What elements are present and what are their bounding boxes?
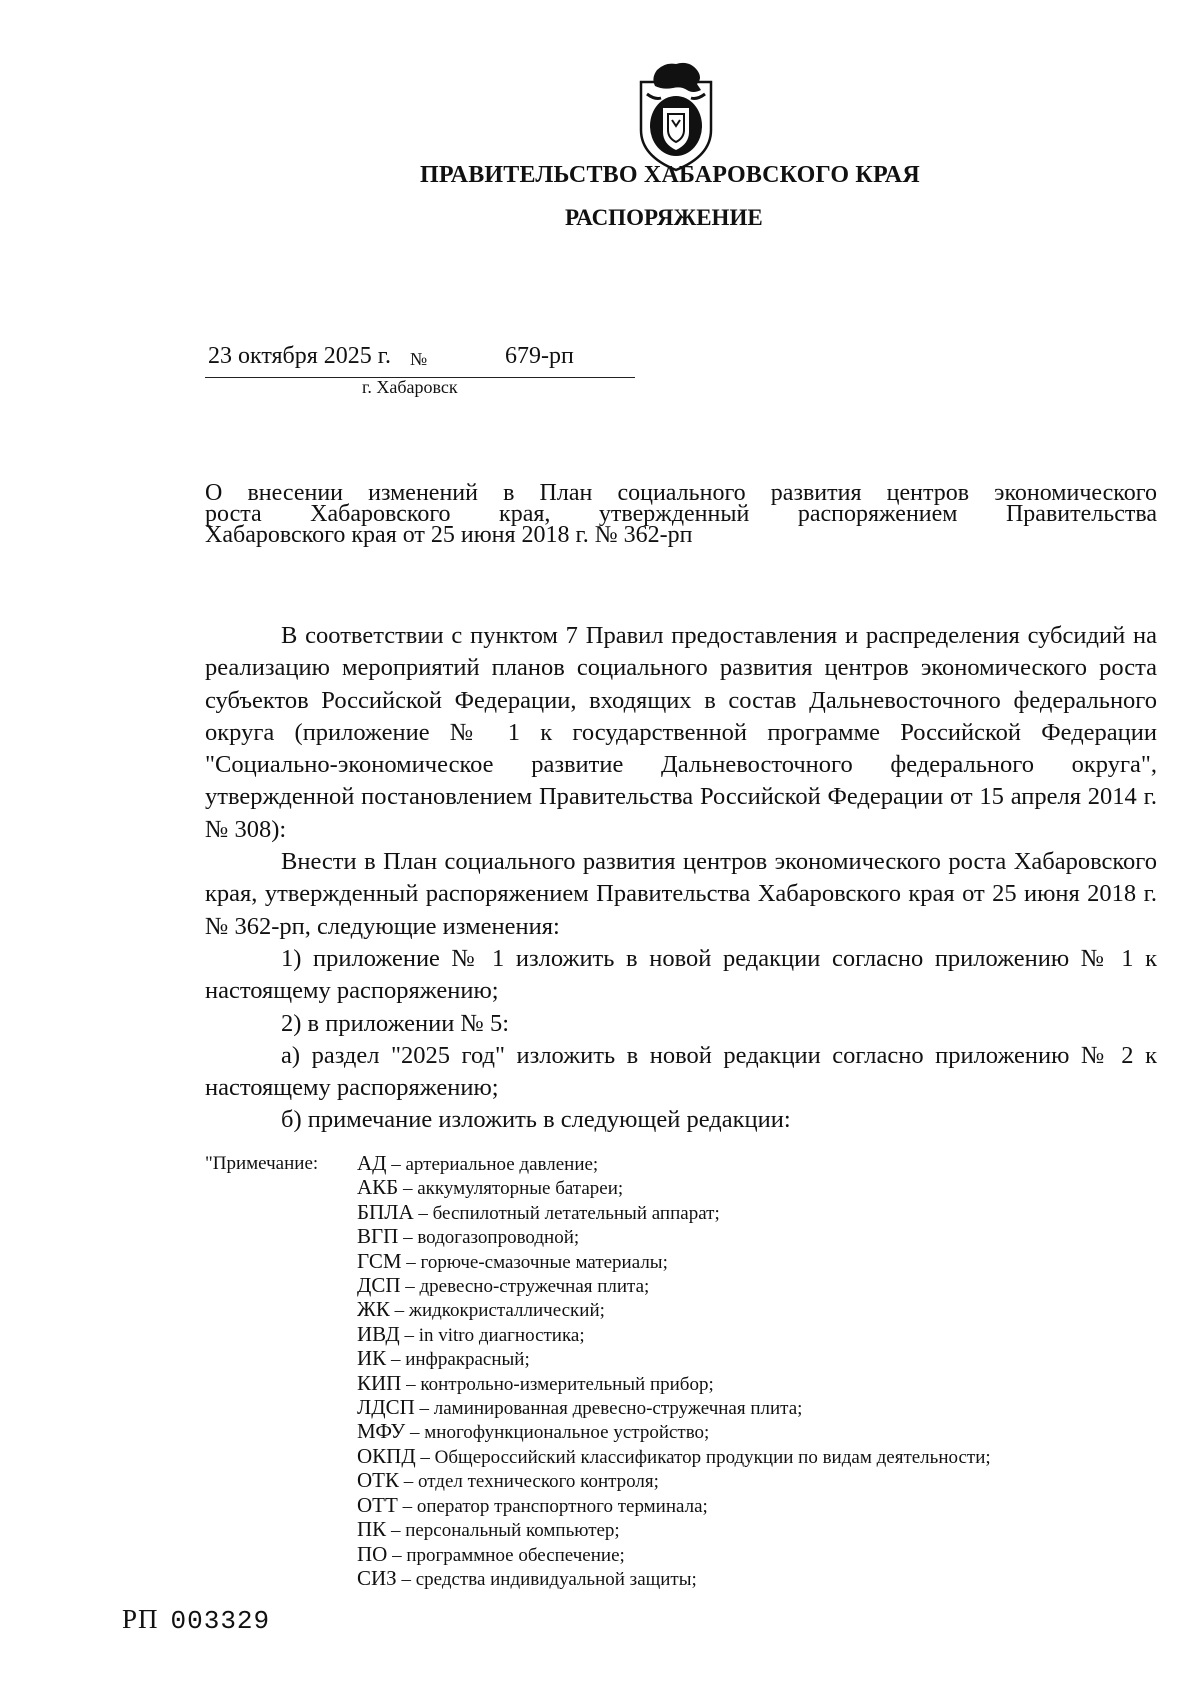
list-item — [357, 1176, 991, 1200]
body-paragraph: 2) в приложении № 5: — [281, 1009, 510, 1037]
list-item — [357, 1225, 991, 1249]
document-city: г. Хабаровск — [362, 377, 458, 397]
abbreviation: СИЗ — [357, 1565, 397, 1590]
abbreviation: ЛДСП — [357, 1395, 415, 1420]
definition: – горюче-смазочные материалы; — [401, 1251, 668, 1273]
list-item — [357, 1201, 991, 1225]
list-item — [357, 1323, 991, 1347]
abbreviation: АД — [357, 1151, 387, 1175]
list-item — [357, 1396, 991, 1420]
abbreviation: БПЛА — [357, 1199, 414, 1224]
list-item — [357, 1518, 991, 1542]
definition: – беспилотный летательный аппарат; — [413, 1202, 720, 1224]
abbreviation: ПК — [357, 1517, 387, 1542]
definition: – водогазопроводной; — [398, 1227, 580, 1249]
subject-line: О внесении изменений в План социального развития центров экономического — [205, 480, 1157, 506]
definition: – программное обеспечение; — [387, 1544, 625, 1566]
form-serial-number — [122, 1604, 270, 1636]
abbreviation: ЖК — [357, 1297, 390, 1322]
definition: – контрольно-измерительный прибор; — [401, 1373, 714, 1395]
abbreviation: КИП — [357, 1370, 402, 1395]
body-paragraph: а) раздел "2025 год" изложить в новой редакции согласно приложению № 2 к настоящему распоряжению; — [205, 1041, 1157, 1102]
body-paragraph: Внести в План социального развития центров экономического роста Хабаровского края, утвержденный распоряжением Правительства Хабаровского края от 25 июня 2018 г. № 362-рп, следующие изменения: — [205, 848, 1157, 940]
definition: – артериальное давление; — [386, 1154, 599, 1175]
abbreviation: ОКПД — [357, 1443, 416, 1468]
body-paragraph: б) примечание изложить в следующей редакции: — [281, 1106, 791, 1134]
document-subject — [205, 480, 1157, 548]
list-item — [357, 1494, 991, 1518]
document-type: РАСПОРЯЖЕНИЕ — [565, 205, 763, 230]
subject-line: роста Хабаровского края, утвержденный распоряжением Правительства — [205, 501, 1157, 527]
list-item — [357, 1372, 991, 1396]
abbreviation: АКБ — [357, 1175, 399, 1200]
body-paragraph: 1) приложение № 1 изложить в новой редакции согласно приложению № 1 к настоящему распоряжению; — [205, 944, 1157, 1005]
document-number: 679-рп — [505, 343, 574, 369]
definition: – многофункциональное устройство; — [405, 1422, 710, 1444]
list-item — [357, 1445, 991, 1469]
abbreviation-list — [357, 1152, 991, 1591]
list-item — [357, 1298, 991, 1322]
definition: – жидкокристаллический; — [389, 1300, 605, 1322]
list-item — [357, 1420, 991, 1444]
definition: – оператор транспортного терминала; — [397, 1495, 708, 1517]
abbreviation: ДСП — [357, 1273, 401, 1298]
abbreviation: ОТК — [357, 1468, 399, 1493]
abbreviation: МФУ — [357, 1419, 406, 1444]
body-paragraph: В соответствии с пунктом 7 Правил предоставления и распределения субсидий на реализацию мероприятий планов социального развития центров экономического роста субъектов Российской Федерации, входящих в состав Дальневосточного федерального округа (приложение № 1 к государственной программе Российской Федерации "Социально-экономическое развитие Дальневосточного федерального округа", утвержденной постановлением Правительства Российской Федерации от 15 апреля 2014 г. № 308): — [205, 622, 1157, 843]
date-number-line — [205, 343, 635, 378]
subject-line: Хабаровского края от 25 июня 2018 г. № 362-рп — [205, 522, 693, 548]
list-item — [357, 1274, 991, 1298]
note-label: "Примечание: — [205, 1153, 319, 1174]
abbreviation: ПО — [357, 1541, 388, 1566]
abbreviation: ИВД — [357, 1321, 400, 1346]
definition: – отдел технического контроля; — [399, 1471, 659, 1493]
organization-name: ПРАВИТЕЛЬСТВО ХАБАРОВСКОГО КРАЯ — [420, 162, 920, 188]
list-item — [357, 1347, 991, 1371]
definition: – ламинированная древесно-стружечная плита; — [414, 1398, 803, 1420]
list-item — [357, 1543, 991, 1567]
coat-of-arms-icon — [637, 60, 715, 172]
abbreviation: ОТТ — [357, 1492, 398, 1517]
definition: – in vitro диагностика; — [399, 1324, 585, 1346]
number-sign: № — [410, 349, 428, 369]
document-date: 23 октября 2025 г. — [208, 343, 391, 369]
list-item — [357, 1567, 991, 1591]
form-series: РП — [122, 1604, 159, 1634]
abbreviation: ИК — [357, 1346, 387, 1371]
abbreviation: ВГП — [357, 1224, 399, 1249]
document-body — [205, 620, 1157, 1137]
list-item — [357, 1469, 991, 1493]
list-item — [357, 1250, 991, 1274]
definition: – аккумуляторные батареи; — [398, 1178, 624, 1200]
definition: – древесно-стружечная плита; — [400, 1276, 650, 1298]
form-serial: 003329 — [170, 1606, 271, 1636]
abbreviation: ГСМ — [357, 1248, 402, 1273]
definition: – Общероссийский классификатор продукции по видам деятельности; — [415, 1446, 991, 1468]
definition: – персональный компьютер; — [386, 1520, 620, 1542]
list-item — [357, 1152, 991, 1176]
definition: – инфракрасный; — [386, 1349, 530, 1371]
definition: – средства индивидуальной защиты; — [396, 1568, 697, 1590]
